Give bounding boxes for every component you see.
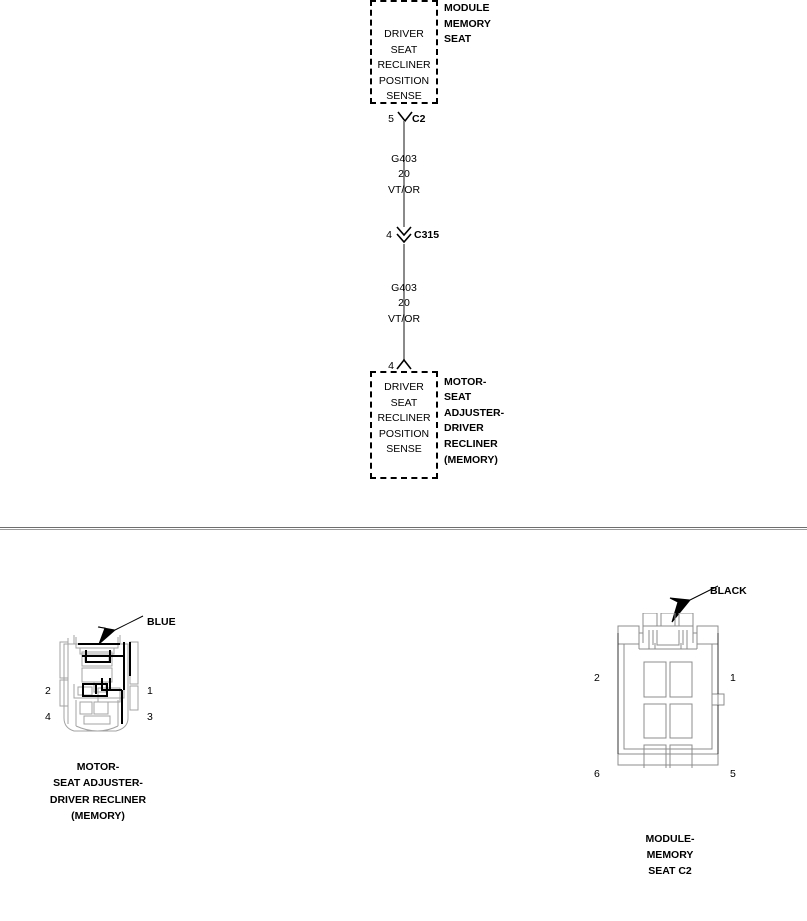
top-device-name-line-0: MODULE xyxy=(444,2,490,14)
right-connector-pin-2: 2 xyxy=(594,672,600,684)
right-connector-color-label: BLACK xyxy=(710,585,747,597)
top-device-name-line-2: SEAT xyxy=(444,33,472,45)
wire-upper-color-code: VT/OR xyxy=(387,184,421,196)
bottom-device-box-line-1: SEAT xyxy=(390,397,418,409)
bottom-device-box-line-2: RECLINER xyxy=(377,412,431,424)
connector-view-left xyxy=(0,560,400,860)
top-device-box-line-3: POSITION xyxy=(378,75,430,87)
wire-upper-circuit: G403 xyxy=(391,153,417,165)
left-connector-body-icon xyxy=(58,632,144,738)
left-connector-caption-line-1: SEAT ADJUSTER- xyxy=(53,777,143,789)
section-divider xyxy=(0,527,807,530)
connector-id-c2: C2 xyxy=(412,113,426,125)
right-connector-pin-5: 5 xyxy=(730,768,736,780)
connector-id-c315: C315 xyxy=(414,229,440,241)
bottom-device-name-line-5: (MEMORY) xyxy=(444,454,498,466)
left-connector-pin-1: 1 xyxy=(147,685,153,697)
right-connector-body-icon xyxy=(608,613,728,768)
inline-connector-pin: 4 xyxy=(386,229,392,241)
bottom-device-box-line-0: DRIVER xyxy=(384,381,424,393)
left-connector-color-label: BLUE xyxy=(147,616,176,628)
top-device-box-line-0: DRIVER xyxy=(384,28,424,40)
right-connector-caption-line-2: SEAT C2 xyxy=(648,865,692,877)
wire-lower-circuit: G403 xyxy=(391,282,417,294)
wire-lower-color-code: VT/OR xyxy=(387,313,421,325)
bottom-device-name-line-0: MOTOR- xyxy=(444,376,487,388)
bottom-device-terminal-pin: 4 xyxy=(388,360,394,372)
top-device-terminal-pin: 5 xyxy=(388,113,394,125)
right-connector-pin-1: 1 xyxy=(730,672,736,684)
right-connector-caption-line-0: MODULE- xyxy=(645,833,695,845)
bottom-device-box-line-4: SENSE xyxy=(386,443,422,455)
top-device-box-line-1: SEAT xyxy=(390,44,418,56)
right-connector-caption-line-1: MEMORY xyxy=(646,849,694,861)
top-device-box-line-2: RECLINER xyxy=(377,59,431,71)
left-connector-pin-2: 2 xyxy=(45,685,51,697)
bottom-device-name-line-1: SEAT xyxy=(444,391,472,403)
left-connector-pin-4: 4 xyxy=(45,711,51,723)
connector-view-right xyxy=(550,560,807,890)
connector-symbol-c315-icon xyxy=(395,224,413,246)
right-connector-pin-6: 6 xyxy=(594,768,600,780)
connector-symbol-motor-icon xyxy=(395,357,413,371)
wire-lower-gauge: 20 xyxy=(398,297,410,309)
left-connector-caption-line-0: MOTOR- xyxy=(76,761,120,773)
bottom-device-name-line-3: DRIVER xyxy=(444,422,484,434)
left-connector-caption-line-3: (MEMORY) xyxy=(71,810,125,822)
bottom-device-name-line-4: RECLINER xyxy=(444,438,498,450)
bottom-device-name-line-2: ADJUSTER- xyxy=(444,407,505,419)
wire-upper-gauge: 20 xyxy=(398,168,410,180)
bottom-device-box-line-3: POSITION xyxy=(378,428,430,440)
left-connector-caption-line-2: DRIVER RECLINER xyxy=(49,794,147,806)
left-connector-pin-3: 3 xyxy=(147,711,153,723)
top-device-name-line-1: MEMORY xyxy=(444,18,491,30)
top-device-box-line-4: SENSE xyxy=(386,90,422,102)
